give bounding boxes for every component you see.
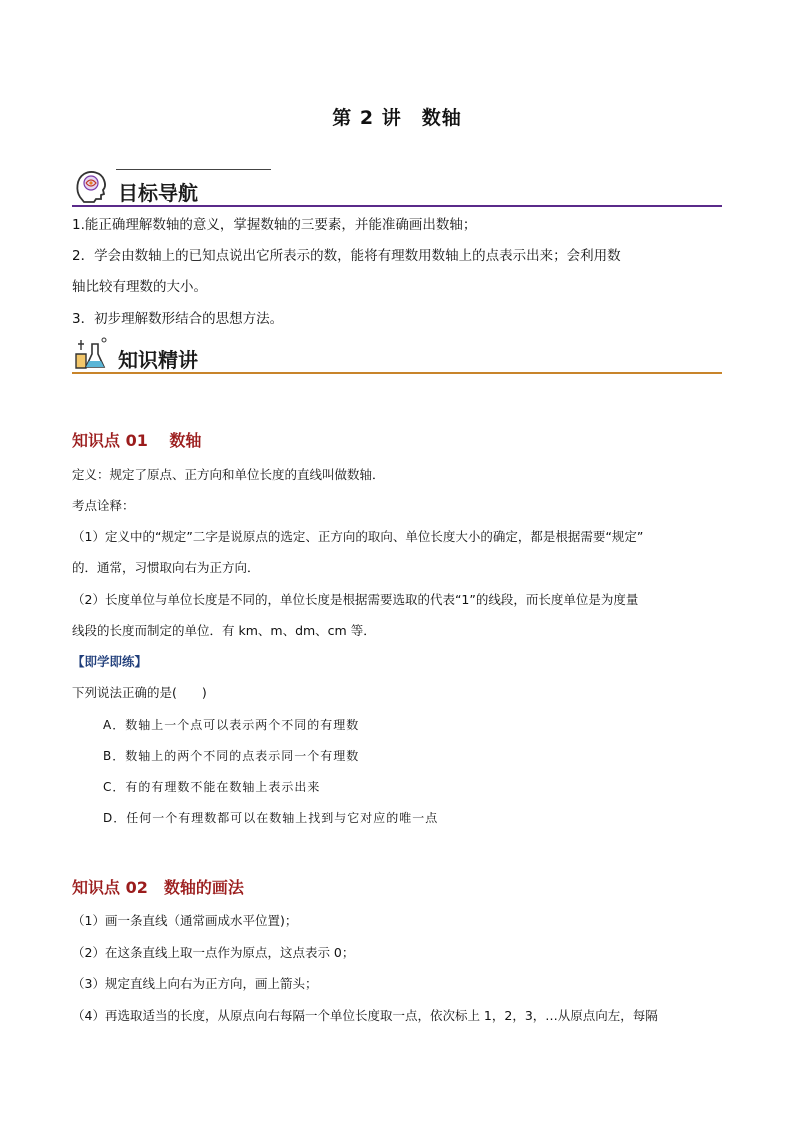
kp2-step-3: （3）规定直线上向右为正方向，画上箭头； [72, 976, 318, 991]
goal-1: 1.能正确理解数轴的意义，掌握数轴的三要素，并能准确画出数轴； [72, 217, 477, 233]
section-header-knowledge [72, 334, 722, 374]
kp1-note1-line1: （1）定义中的“规定”二字是说原点的选定、正方向的取向、单位长度大小的确定，都是根据需要“规定” [72, 529, 644, 544]
kp1-note2-line2: 线段的长度而制定的单位．有 km、m、dm、cm 等． [72, 623, 376, 638]
goal-3: 3．初步理解数形结合的思想方法。 [72, 311, 284, 327]
option-d: D．任何一个有理数都可以在数轴上找到与它对应的唯一点 [103, 811, 439, 825]
section-header-goals [72, 167, 722, 207]
kp2-step-2: （2）在这条直线上取一点作为原点，这点表示 0； [72, 945, 355, 960]
kp2-step-4: （4）再选取适当的长度，从原点向右每隔一个单位长度取一点，依次标上 1，2，3，…从原点向左，每隔 [72, 1008, 658, 1023]
page-title: 第 2 讲 数轴 [332, 107, 462, 129]
kp1-note-label: 考点诠释： [72, 498, 135, 513]
section-underline [72, 372, 722, 374]
option-c: C．有的有理数不能在数轴上表示出来 [103, 780, 321, 794]
kp2-step-1: （1）画一条直线（通常画成水平位置)； [72, 913, 298, 928]
flask-icon [72, 334, 110, 372]
kp1-definition: 定义：规定了原点、正方向和单位长度的直线叫做数轴． [72, 467, 385, 482]
kp2-title: 知识点 02 数轴的画法 [72, 878, 244, 897]
goal-2-line2: 轴比较有理数的大小。 [72, 279, 207, 295]
section-label-goals: 目标导航 [118, 181, 198, 205]
kp1-title: 知识点 01 数轴 [72, 431, 202, 450]
kp1-note2-line1: （2）长度单位与单位长度是不同的，单位长度是根据需要选取的代表“1”的线段，而长度单位是为度量 [72, 592, 639, 607]
header-top-line [116, 169, 271, 170]
option-a: A．数轴上一个点可以表示两个不同的有理数 [103, 718, 360, 732]
section-label-knowledge: 知识精讲 [118, 348, 198, 372]
option-b: B．数轴上的两个不同的点表示同一个有理数 [103, 749, 360, 763]
brain-head-icon [72, 167, 110, 205]
kp1-note1-line2: 的．通常，习惯取向右为正方向． [72, 560, 260, 575]
practice-question: 下列说法正确的是( ) [72, 685, 207, 700]
goal-2-line1: 2．学会由数轴上的已知点说出它所表示的数，能将有理数用数轴上的点表示出来；会利用数 [72, 248, 621, 264]
section-underline [72, 205, 722, 207]
practice-label: 【即学即练】 [72, 654, 148, 669]
